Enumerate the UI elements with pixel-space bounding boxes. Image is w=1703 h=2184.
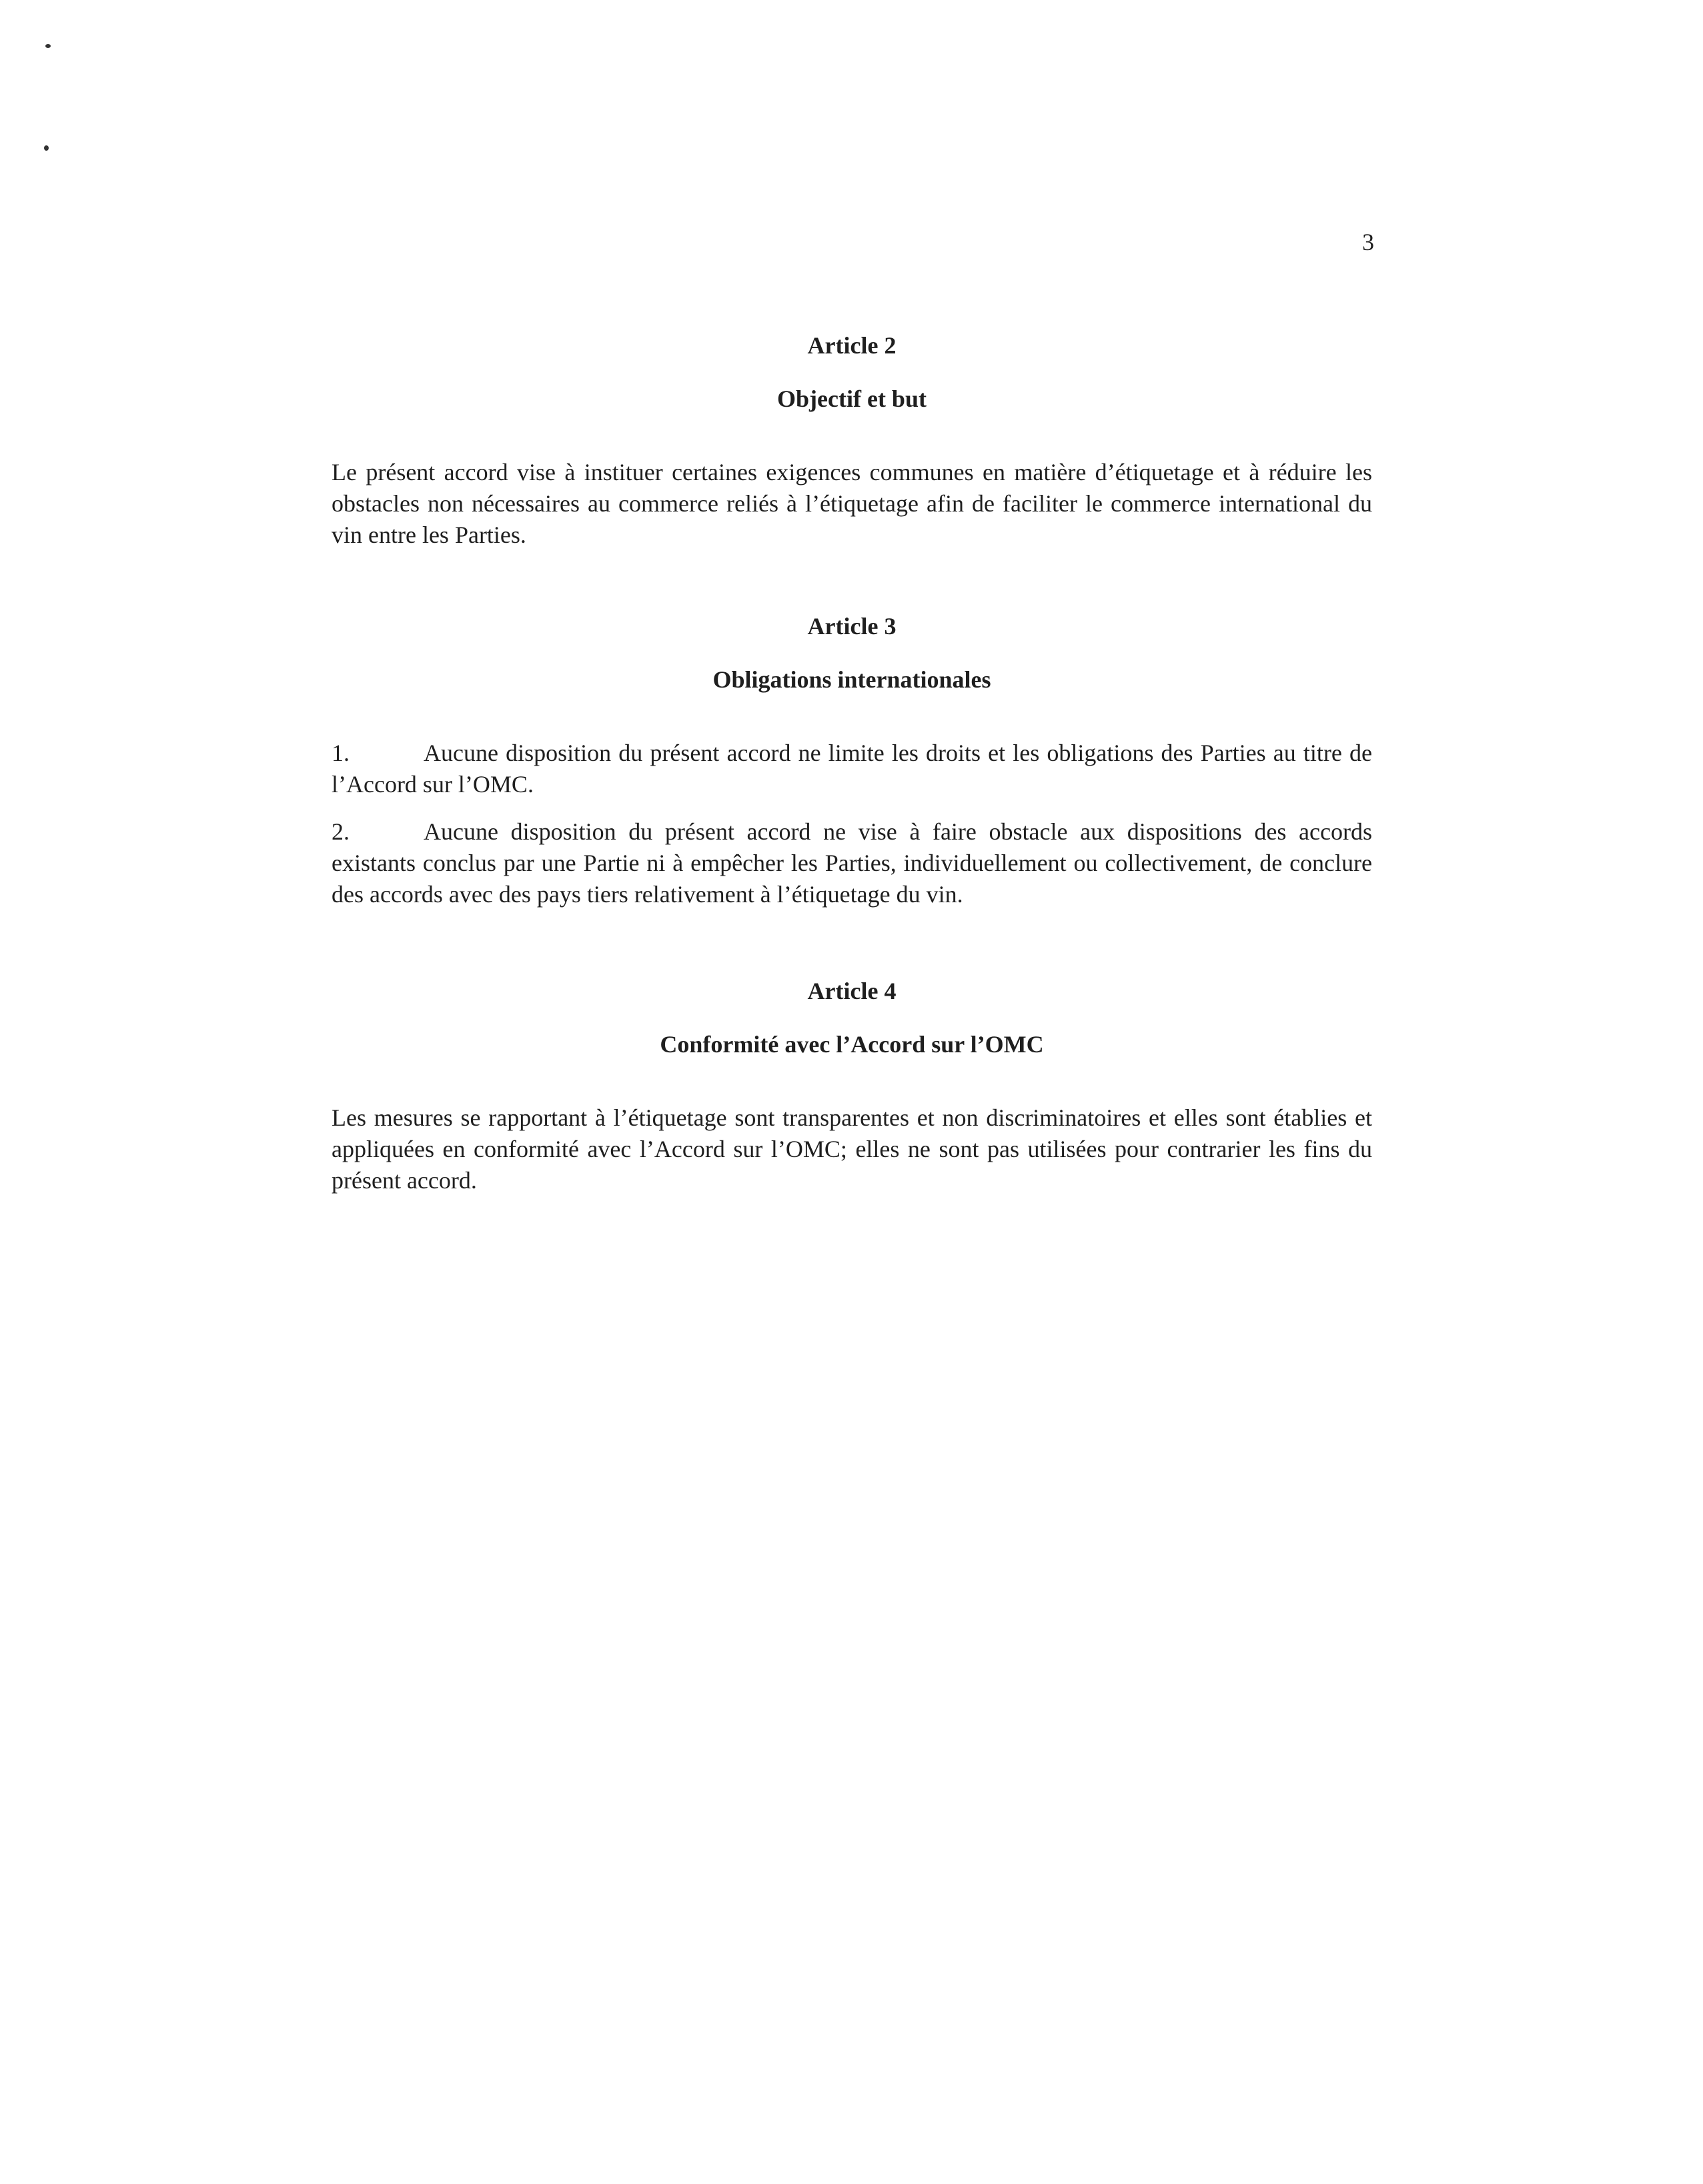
article-heading: Article 4 (807, 978, 897, 1004)
article-paragraph: Le présent accord vise à instituer certaines exigences communes en matière d’étiquetage et à réduire les obstacles non nécessaires au commerce reliés à l’étiquetage afin de faciliter le commerce international du vin entre les Parties. (332, 459, 1372, 548)
article-title: Objectif et but (777, 385, 927, 412)
page-number: 3 (1362, 229, 1374, 255)
article-heading: Article 2 (807, 332, 897, 359)
article-paragraph: Les mesures se rapportant à l’étiquetage sont transparentes et non discriminatoires et elles sont établies et appliquées en conformité avec l’Accord sur l’OMC; elles ne sont pas utilisées pour contrarier les fins du présent accord. (332, 1104, 1372, 1194)
article-4 (332, 977, 1372, 1196)
scan-speck (44, 145, 49, 151)
paragraph-text: Aucune disposition du présent accord ne limite les droits et les obligations des Parties au titre de l’Accord sur l’OMC. (332, 740, 1372, 798)
article-title: Obligations internationales (712, 666, 991, 693)
paragraph-number: 1. (332, 740, 350, 766)
article-2 (332, 331, 1372, 551)
paragraph-number: 2. (332, 818, 350, 845)
numbered-paragraph (332, 738, 1372, 800)
scan-speck (45, 44, 51, 48)
numbered-paragraph (332, 816, 1372, 910)
article-title: Conformité avec l’Accord sur l’OMC (660, 1031, 1044, 1058)
article-heading: Article 3 (807, 613, 897, 640)
article-3 (332, 612, 1372, 910)
paragraph-text: Aucune disposition du présent accord ne vise à faire obstacle aux dispositions des accords existants conclus par une Partie ni à empêcher les Parties, individuellement ou collectivement, de conclure des accords avec des pays tiers relativement à l’étiquetage du vin. (332, 818, 1372, 908)
